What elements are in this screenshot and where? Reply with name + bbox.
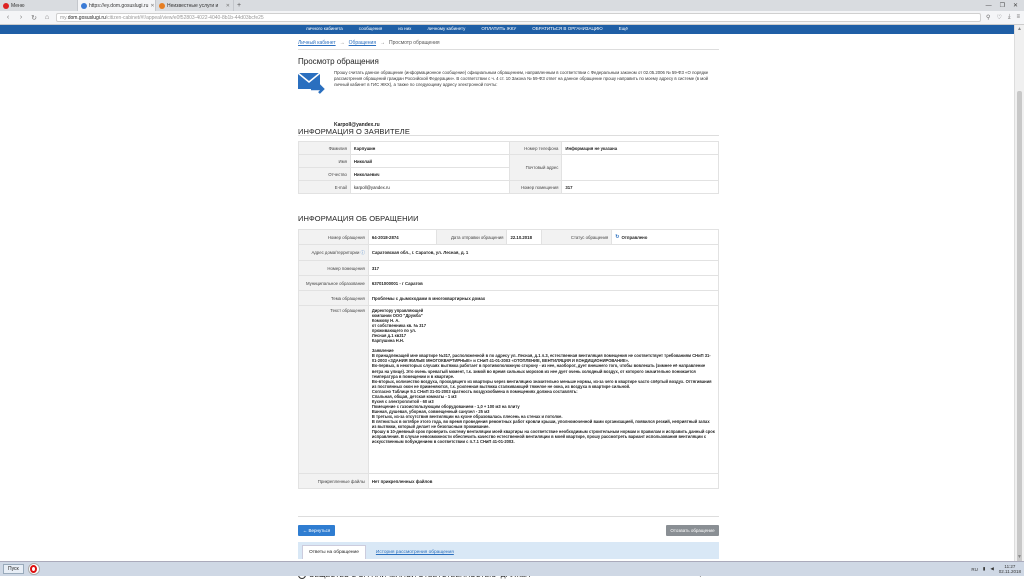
browser-tab-other[interactable] (156, 0, 234, 11)
address-bar (0, 11, 1024, 25)
topic-value: Проблемы с дымоходами в многоквартирных домах (368, 291, 718, 306)
appeal-text-body: Заявление В принадлежащей мне квартире №317, расположенной в по адресу ул. Лесная, д.1 л.3, естественная вентиляция помещения не соответствует требованиям СНиП 31-01-2003 «ЗДАНИЯ ЖИЛЫЕ МНОГОКВАРТИРНЫЕ» и СНиП 41-01-2003 «ОТОПЛЕНИЕ, ВЕНТИЛЯЦИЯ И КОНДИЦИОНИРОВАНИЕ». Во-первых, в некоторых случаях вытяжка работает в противоположную сторону - из нее, наоборот, дует внешнего того, чтобы вовлекать (зимнее её направление ветра на улице). Это очень чреватый момент, т.к. зимой во время сильных морозов из нее дует очень холодный воздух, от которого значительно понижается температура в помещении и в квартире. Во-вторых, количество воздуха, проходящего из квартиры через вентиляцию значительно меньше нормы, из-за чего в квартире часто спёртый воздух. Оттягивания из постоянных окон не применяются, т.к. усиленная вытяжка сталкивающей тяжелое не окна, из воздуха в квартире сильной. Согласно Таблице 9.1 СНиП 31-01-2003 кратность воздухообмена в помещениях должна составлять: Спальная, общая, детская комнаты - 1 м3 Кухня с электроплитой - 60 м3 Помещение с газоиспользующим оборудованием - 1,0 + 100 м3 на плиту Ванная, душевая, уборная, совмещенный санузел - 25 м3 В третьих, из-за отсутствия вентиляции на кухне образовалась плесень на стенах и потолке. В пятнистых в октябре этого года, во время проведения ремонтных работ кровли крыши, уполномоченной вами организацией, появился резкий, неприятный запах из вытяжки, который делает не безопасным проживание. Прошу в 10-дневный срок проверить систему вентиляции моей квартиры на соответствие необходимым строительным нормам и правилам и исправить данный срок исправления. В случае невозможности обеспечить качество естественной вентиляции в моей квартире, прошу рассмотреть вариант использования вентиляции с искусственным побуждением в соответствии с п.7.1 СНиП 41-01-2003. (371, 348, 715, 445)
breadcrumb-separator: → (339, 40, 345, 46)
page-content (0, 25, 1014, 561)
sent-status-icon: ↻ (615, 234, 620, 240)
nav-item[interactable]: ОПЛАТИТЬ ЖКУ (481, 26, 517, 31)
municipality-label: Муниципальное образование (299, 276, 369, 291)
phone-value: Информация не указана (562, 142, 719, 155)
minimize-icon[interactable]: — (985, 2, 992, 9)
name-label: Имя (299, 155, 351, 168)
system-tray (971, 564, 1021, 574)
patronymic-value: Николаевич (350, 168, 510, 181)
topic-label: Тема обращения (299, 291, 369, 306)
address-label (299, 245, 369, 261)
name-value: Николай (350, 155, 510, 168)
scrollbar-thumb[interactable] (1017, 91, 1022, 571)
url-field[interactable] (56, 13, 981, 22)
close-window-icon[interactable]: ✕ (1012, 3, 1018, 9)
surname-label: Фамилия (299, 142, 351, 155)
room-value: 317 (562, 181, 719, 194)
address-value: Саратовская обл., г. Саратов, ул. Лесная, д. 1 (368, 245, 718, 261)
clock-date: 02.11.2018 (998, 569, 1021, 574)
scroll-down-icon[interactable]: ▼ (1017, 554, 1022, 560)
info-icon[interactable]: ⓘ (360, 249, 365, 255)
back-arrow-icon[interactable]: ‹ (6, 14, 10, 21)
page-title: Просмотр обращения (298, 57, 379, 66)
settings-icon[interactable]: ≡ (1016, 14, 1020, 20)
url-host: dom.gosuslugi.ru (67, 14, 106, 21)
postal-value (562, 155, 719, 181)
taskbar (0, 561, 1024, 576)
status-value: Отправлено (621, 234, 648, 240)
heart-icon[interactable]: ♡ (996, 15, 1002, 21)
browser-tab-bar (0, 0, 1024, 11)
appeal-tabs (298, 542, 719, 559)
number-value: 64-2018-2874 (368, 230, 436, 245)
nav-item[interactable]: личному кабинету (427, 26, 466, 31)
breadcrumb-appeals[interactable]: Обращения (348, 40, 377, 46)
text-label: Текст обращения (299, 306, 369, 474)
breadcrumb (298, 40, 440, 46)
nav-item[interactable]: личного кабинета (306, 26, 343, 31)
room-value: 317 (368, 261, 718, 276)
envelope-icon (298, 71, 325, 98)
download-icon[interactable]: ⤓ (1007, 14, 1011, 20)
tab-history[interactable]: История рассмотрения обращения (375, 550, 454, 555)
reload-icon[interactable]: ↻ (31, 14, 37, 22)
start-button[interactable]: Пуск (3, 564, 24, 574)
nav-item[interactable]: сообщения (358, 26, 383, 31)
email-label: E-mail (299, 181, 351, 194)
phone-label: Номер телефона (510, 142, 562, 155)
reply-email: Karpoll@yandex.ru (334, 122, 380, 128)
applicant-table (298, 141, 719, 194)
breadcrumb-home[interactable]: Личный кабинет (298, 40, 336, 46)
address-label-text: Адрес дома/территории (311, 249, 360, 255)
tab-answers[interactable]: Ответы на обращение (302, 545, 366, 559)
close-tab-icon[interactable]: ✕ (150, 2, 155, 9)
email-value: karpoll@yandex.ru (350, 181, 510, 194)
new-tab-icon[interactable]: + (236, 2, 242, 9)
room-label: Номер помещения (299, 261, 369, 276)
browser-tab-active[interactable] (78, 0, 156, 11)
maximize-icon[interactable]: ❐ (999, 3, 1005, 9)
network-icon[interactable]: ▮ (982, 566, 986, 571)
files-label: Прикрепленные файлы (299, 474, 369, 489)
divider (298, 516, 719, 517)
language-indicator[interactable]: RU (971, 566, 978, 572)
site-nav (298, 25, 718, 34)
divider (298, 49, 719, 50)
back-button[interactable]: ← Вернуться (298, 525, 335, 536)
municipality-value: 63701000001 - г Саратов (368, 276, 718, 291)
site-icon (159, 3, 165, 9)
breadcrumb-separator: → (380, 40, 386, 46)
intro-text: Прошу считать данное обращение (информационное сообщение) официальным обращением, направленным в соответствии с Федеральным законом от 02.05.2006 № 59-ФЗ «О порядке рассмотрения обращений граждан Российской Федерации». В соответствии с ч. 4 ст. 10 Закона № 59-ФЗ ответ на данное обращение прошу направить по моему адресу в системе (в мой личный кабинет в ГИС ЖКХ), а также по следующему адресу электронной почты: (334, 70, 709, 88)
browser-tab-menu[interactable] (0, 0, 78, 11)
nav-item[interactable]: из них (398, 26, 412, 31)
volume-icon[interactable]: ◀ (990, 566, 994, 571)
tab-title: https://ey.dom.gosuslugi.ru (89, 2, 149, 9)
surname-value: Карпушин (350, 142, 510, 155)
site-icon (81, 3, 87, 9)
nav-item[interactable]: ОБРАТИТЬСЯ В ОРГАНИЗАЦИЮ (532, 26, 603, 31)
nav-item[interactable]: Ещё (618, 26, 628, 31)
page-scrollbar[interactable] (1014, 25, 1024, 561)
postal-label: Почтовый адрес (510, 155, 562, 181)
date-label: Дата отправки обращения (436, 230, 507, 245)
number-label: Номер обращения (299, 230, 369, 245)
room-label: Номер помещения (510, 181, 562, 194)
tab-title: Неизвестные услуги и (167, 2, 219, 9)
opera-icon (3, 3, 9, 9)
search-icon[interactable]: ⚲ (986, 15, 991, 21)
appeal-text-header: Директору управляющей компании ООО "Дружба" Комкову Н. А. от собственника кв. № 317 проживающего по ул. Лесная д.1 кв317 Карпушина Н.Н. (371, 308, 426, 344)
status-label: Статус обращения (542, 230, 612, 245)
patronymic-label: Отчество (299, 168, 351, 181)
forward-arrow-icon[interactable]: › (19, 14, 23, 21)
appeal-table (298, 229, 719, 489)
applicant-heading: ИНФОРМАЦИЯ О ЗАЯВИТЕЛЕ (298, 127, 410, 136)
close-tab-icon[interactable]: ✕ (225, 2, 230, 9)
clock[interactable] (999, 564, 1021, 574)
appeal-text (372, 308, 715, 444)
appeal-heading: ИНФОРМАЦИЯ ОБ ОБРАЩЕНИИ (298, 214, 419, 223)
date-value: 22.10.2018 (507, 230, 542, 245)
tab-title: Меню (11, 2, 25, 9)
url-path: /citizen-cabinet/#!/appeal/view/e0f52803-4022-4040-8b1b-44d03bcfe25 (105, 14, 264, 21)
opera-taskbar-icon[interactable] (28, 563, 40, 575)
breadcrumb-current: Просмотр обращения (389, 40, 440, 46)
withdraw-appeal-button[interactable]: Отозвать обращение (666, 525, 719, 536)
files-value: Нет прикрепленных файлов (368, 474, 718, 489)
clock-time: 11:27 (1004, 564, 1016, 569)
scroll-up-icon[interactable]: ▲ (1017, 26, 1022, 32)
home-icon[interactable]: ⌂ (44, 14, 50, 21)
url-prefix: my. (60, 14, 68, 21)
